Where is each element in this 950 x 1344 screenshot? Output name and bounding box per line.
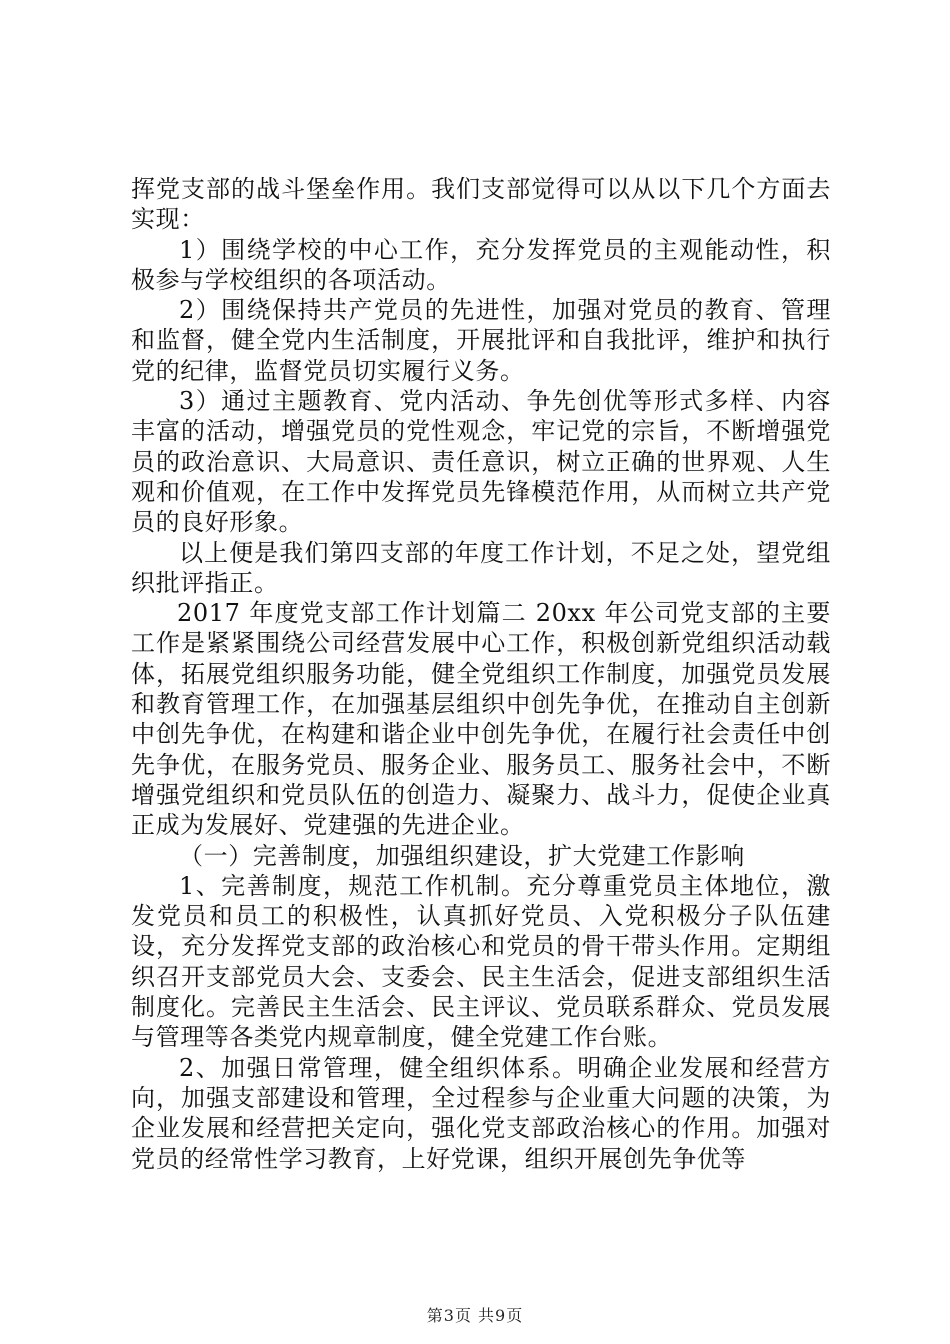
- paragraph-point-1: 1、完善制度，规范工作机制。充分尊重党员主体地位，激发党员和员工的积极性，认真抓好党员、入党积极分子队伍建设，充分发挥党支部的政治核心和党员的骨干带头作用。定期组织召开支部党员大会、支委会、民主生活会，促进支部组织生活制度化。完善民主生活会、民主评议、党员联系群众、党员发展与管理等各类党内规章制度，健全党建工作台账。: [131, 871, 831, 1052]
- document-body: [131, 174, 831, 1174]
- paragraph-continuation: 挥党支部的战斗堡垒作用。我们支部觉得可以从以下几个方面去实现：: [131, 175, 831, 234]
- page-number-footer: 第3页 共9页: [426, 1306, 524, 1325]
- paragraph-closing: 以上便是我们第四支部的年度工作计划，不足之处，望党组织批评指正。: [131, 538, 831, 597]
- paragraph-item-3: 3）通过主题教育、党内活动、争先创优等形式多样、内容丰富的活动，增强党员的党性观念，牢记党的宗旨，不断增强党员的政治意识、大局意识、责任意识，树立正确的世界观、人生观和价值观，在工作中发挥党员先锋模范作用，从而树立共产党员的良好形象。: [131, 387, 831, 537]
- paragraph-plan-two-intro: 2017 年度党支部工作计划篇二 20xx 年公司党支部的主要工作是紧紧围绕公司经营发展中心工作，积极创新党组织活动载体，拓展党组织服务功能，健全党组织工作制度，加强党员发展和教育管理工作，在加强基层组织中创先争优，在推动自主创新中创先争优，在构建和谐企业中创先争优，在履行社会责任中创先争优，在服务党员、服务企业、服务员工、服务社会中，不断增强党组织和党员队伍的创造力、凝聚力、战斗力，促使企业真正成为发展好、党建强的先进企业。: [131, 599, 831, 840]
- paragraph-item-2: 2）围绕保持共产党员的先进性，加强对党员的教育、管理和监督，健全党内生活制度，开展批评和自我批评，维护和执行党的纪律，监督党员切实履行义务。: [131, 296, 831, 385]
- section-heading-one: （一）完善制度，加强组织建设，扩大党建工作影响: [179, 841, 745, 870]
- paragraph-point-2: 2、加强日常管理，健全组织体系。明确企业发展和经营方向，加强支部建设和管理，全过程参与企业重大问题的决策，为企业发展和经营把关定向，强化党支部政治核心的作用。加强对党员的经常性学习教育，上好党课，组织开展创先争优等: [131, 1053, 831, 1173]
- paragraph-item-1: 1）围绕学校的中心工作，充分发挥党员的主观能动性，积极参与学校组织的各项活动。: [131, 235, 831, 294]
